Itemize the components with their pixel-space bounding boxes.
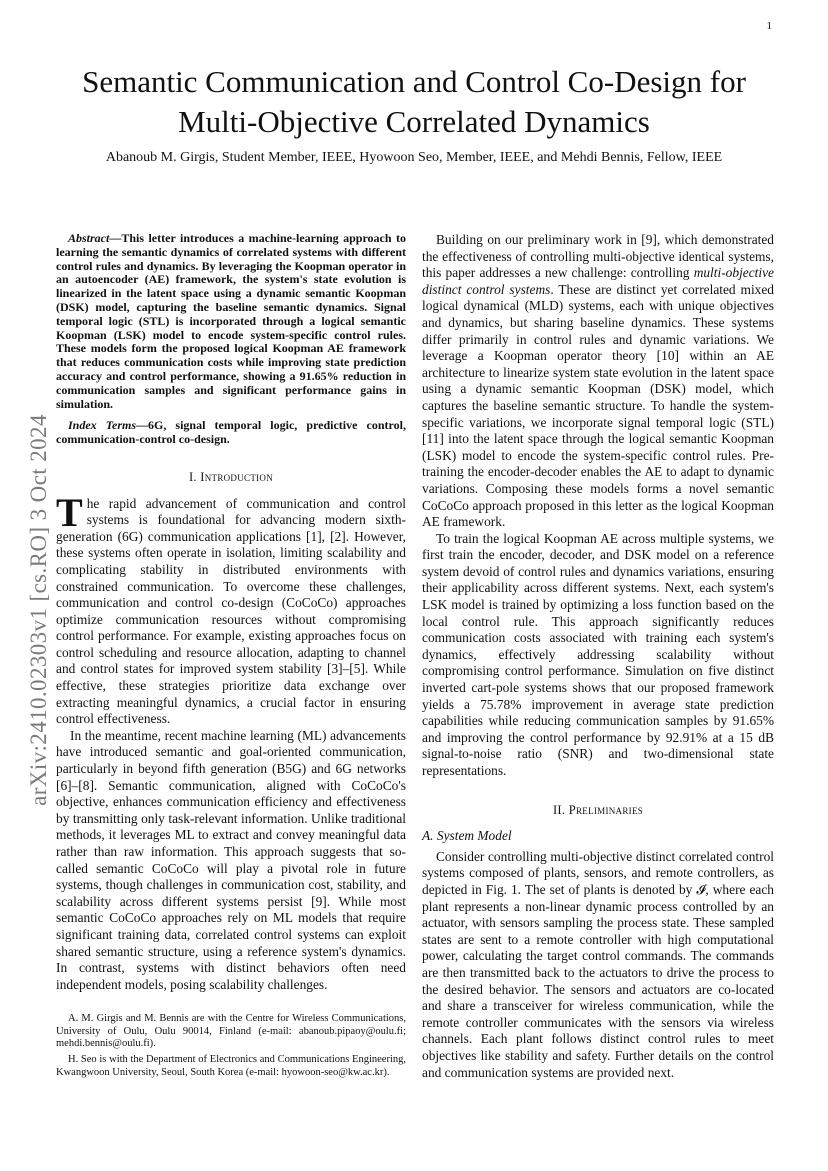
abstract [56,232,406,411]
index-terms-label: Index Terms— [68,418,148,433]
right-paragraph-2: To train the logical Koopman AE across multiple systems, we first train the encoder, decoder, and DSK model on a reference system devoid of control rules and dynamics variations, ensuring their applicability across different systems. Next, each system's LSK model is trained by optimizing a loss function based on the local control rule. This approach significantly reduces communication costs associated with training each system's dynamics, effectively addressing scalability without compromising control performance. Simulation on five distinct inverted cart-pole systems shows that our proposed framework yields a 75.78% improvement in average state prediction capabilities while reducing communication samples by 91.65% and improving the control performance by 92.91% at a 15 dB signal-to-noise ratio (SNR) and two-dimensional state representations. [422,530,774,778]
subsection-heading-system-model: A. System Model [422,828,512,844]
right-paragraph-1 [422,232,774,531]
left-column [56,232,406,1083]
intro-paragraph-2: In the meantime, recent machine learning (ML) advancements have introduced semantic and goal-oriented communication, particularly in beyond fifth generation (B5G) and 6G networks [6]–[8]. Semantic communication, aligned with CoCoCo's objective, enhances communication efficiency and effectiveness by transmitting only task-relevant information. Unlike traditional methods, it leverages ML to extract and convey meaningful data rather than raw information. This approach suggests that so-called semantic CoCoCo will play a pivotal role in future systems, though challenges in communication cost, stability, and scalability across different systems persist [9]. While most semantic CoCoCo approaches rely on ML models that require significant training data, correlated control systems can exploit shared semantic structure, using a reference system's dynamics. In contrast, systems with distinct behaviors often need independent models, posing scalability challenges. [56,727,406,992]
index-terms-text: 6G, signal temporal logic, predictive control, communication-control co-design. [56,418,406,447]
paper-title: Semantic Communication and Control Co-Design for Multi-Objective Correlated Dynamics [82,64,746,139]
index-terms [56,419,406,447]
footnote-affiliation-1: A. M. Girgis and M. Bennis are with the Centre for Wireless Communications, University of Oulu, Oulu 90014, Finland (e-mail: abanoub.pipaoy@oulu.fi; mehdi.bennis@oulu.fi). [56,1013,406,1049]
right-paragraph-1-end: . These are distinct yet correlated mixed logical dynamical (MLD) systems, each with unique objectives and dynamics, but sharing baseline dynamics. These systems differ primarily in control rules and dynamic variations. We leverage a Koopman operator theory [10] within an AE architecture to linearize system state evolution in the latent space using a dynamic semantic Koopman (DSK) model, which captures the baseline semantic structure. To handle the system-specific variations, we incorporate signal temporal logic (STL) [11] into the latent space through the logical semantic Koopman (LSK) model to encode the system-specific control rules. Pre-training the encoder-decoder enables the AE to adapt to dynamic variations. Composing these models forms a novel semantic CoCoCo approach proposed in this letter as the logical Koopman AE framework. [422,281,774,530]
footnotes [56,1013,406,1078]
page-number: 1 [766,20,772,32]
right-paragraph-1-start: Building on our preliminary work in [9], which demonstrated the effectiveness of controlling multi-objective identical systems, this paper addresses a new challenge: controlling [422,232,774,281]
right-paragraph-1-emphasis: multi-objective distinct control systems [422,265,774,297]
right-column [422,232,774,1081]
system-model-paragraph: Consider controlling multi-objective distinct correlated control systems composed of plants, sensors, and remote controllers, as depicted in Fig. 1. The set of plants is denoted by 𝓘, where each plant represents a non-linear dynamic process controlled by an actuator, with sensors sampling the process state. These sampled states are sent to a remote controller with high computational power, calculating the target control commands. The commands are then transmitted back to the actuators to drive the process to the desired behavior. The sensors and actuators are co-located and share a transceiver for wireless communication, while the remote controller communicates with the sensors via wireless channels. Each plant follows distinct control rules to meet objectives like stability and safety. Further details on the control and communication systems are provided next. [422,848,774,1080]
footnote-affiliation-2: H. Seo is with the Department of Electronics and Communications Engineering, Kwangwoon University, Seoul, South Korea (e-mail: hyowoon-seo@kw.ac.kr). [56,1054,406,1078]
section-heading-introduction: I. Introduction [188,469,274,484]
abstract-label: Abstract— [68,231,122,245]
intro-paragraph-1: The rapid advancement of communication and control systems is foundational for advancing modern sixth-generation (6G) communication applications [1], [2]. However, these systems often operate in isolation, limiting scalability and complicating stability in distributed environments with constrained communication. To overcome these challenges, communication and control co-design (CoCoCo) approaches optimize communication resources without compromising control performance. For example, existing approaches focus on control scheduling and resource allocation, adapting to channel and control states for improved system stability [3]–[5]. While effective, these strategies prioritize data exchange over extracting meaningful dynamics, a crucial factor in ensuring control effectiveness. [56,489,406,727]
arxiv-identifier: arXiv:2410.02303v1 [cs.RO] 3 Oct 2024 [26,414,51,806]
author-list: Abanoub M. Girgis, Student Member, IEEE, Hyowoon Seo, Member, IEEE, and Mehdi Bennis, Fellow, IEEE [105,150,723,165]
abstract-text: This letter introduces a machine-learning approach to learning the semantic dynamics of correlated systems with different control rules and dynamics. By leveraging the Koopman operator in an autoencoder (AE) framework, the system's state evolution is linearized in the latent space using a dynamic semantic Koopman (DSK) model, capturing the baseline semantic dynamics. Signal temporal logic (STL) is incorporated through a logical semantic Koopman (LSK) model to encode system-specific control rules. These models form the proposed logical Koopman AE framework that reduces communication costs while improving state prediction accuracy and control performance, showing a 91.65% reduction in communication samples and significant performance gains in simulation. [56,231,406,411]
section-heading-preliminaries: II. Preliminaries [552,802,644,817]
